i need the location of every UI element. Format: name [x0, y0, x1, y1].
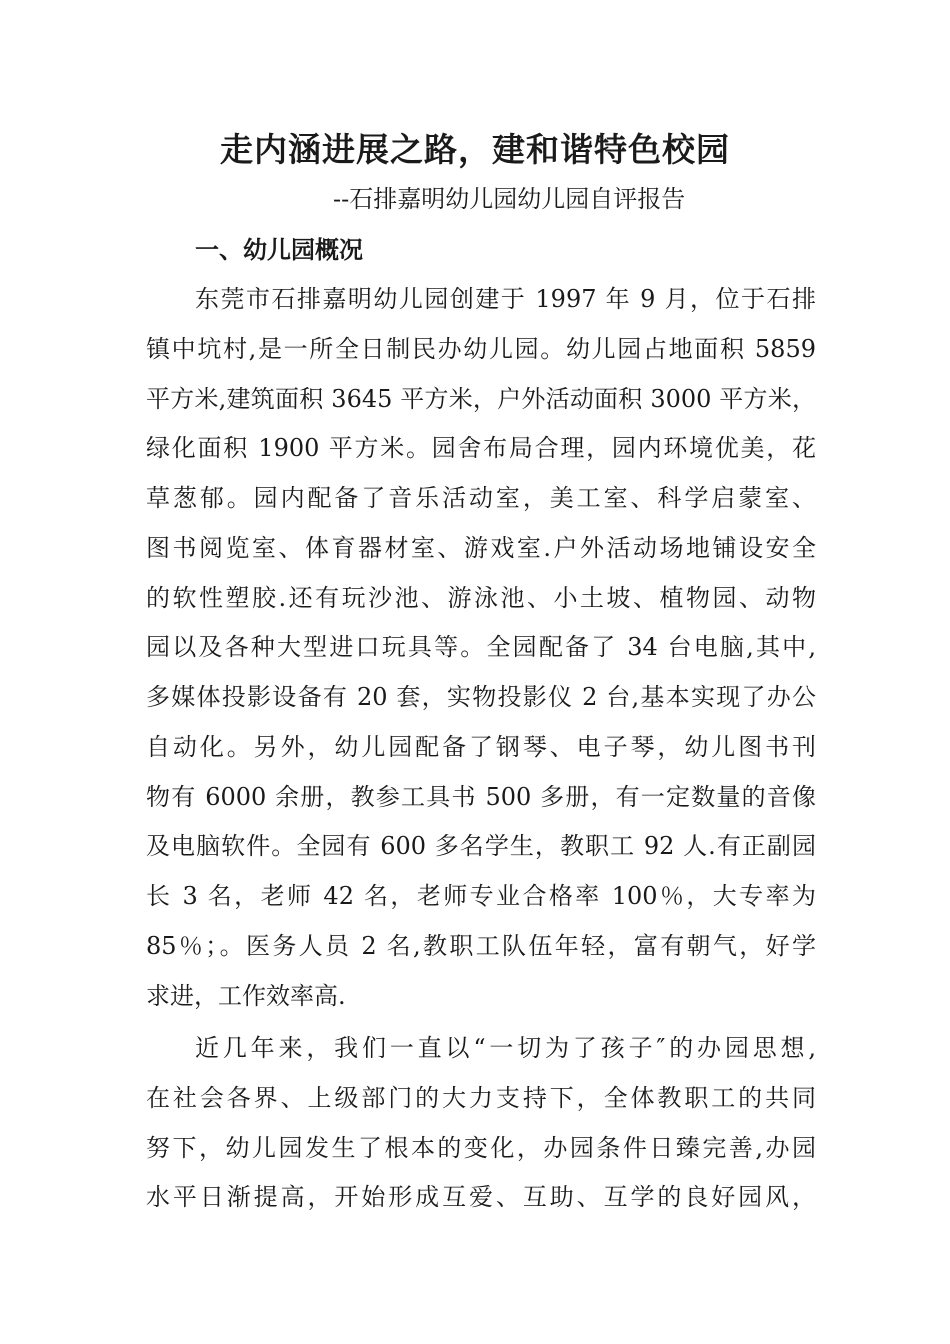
text-line: 在社会各界、上级部门的大力支持下，全体教职工的共同: [146, 1083, 816, 1112]
paragraph-overview: [146, 275, 816, 1021]
text-line: 长 3 名，老师 42 名，老师专业合格率 100％，大专率为: [146, 882, 816, 910]
section-heading: 一、幼儿园概况: [195, 236, 363, 264]
text-line: 绿化面积 1900 平方米。园舍布局合理，园内环境优美，花: [146, 434, 816, 463]
paragraph-development: [146, 1024, 816, 1223]
text-line: 镇中坑村,是一所全日制民办幼儿园。幼儿园占地面积 5859: [146, 334, 816, 363]
text-line: 平方米,建筑面积 3645 平方米，户外活动面积 3000 平方米，: [146, 384, 816, 413]
text-line: 物有 6000 余册，教参工具书 500 多册，有一定数量的音像: [146, 782, 816, 811]
text-line: 多媒体投影设备有 20 套，实物投影仪 2 台,基本实现了办公: [146, 683, 816, 711]
text-line: 草葱郁。园内配备了音乐活动室，美工室、科学启蒙室、: [146, 484, 816, 512]
text-line: 努下，幼儿园发生了根本的变化，办园条件日臻完善,办园: [146, 1133, 816, 1162]
text-line: 东莞市石排嘉明幼儿园创建于 1997 年 9 月，位于石排: [195, 285, 816, 313]
document-subtitle: --石排嘉明幼儿园幼儿园自评报告: [333, 185, 686, 213]
text-line: 的软性塑胶.还有玩沙池、游泳池、小土坡、植物园、动物: [146, 583, 816, 612]
text-line: 图书阅览室、体育器材室、游戏室.户外活动场地铺设安全: [146, 533, 816, 562]
text-line: 自动化。另外，幼儿园配备了钢琴、电子琴，幼儿图书刊: [146, 732, 816, 761]
document-title: 走内涵进展之路，建和谐特色校园: [220, 130, 730, 169]
text-line: 水平日渐提高，开始形成互爱、互助、互学的良好园风，: [146, 1183, 816, 1212]
text-line: 近几年来，我们一直以“一切为了孩子″的办园思想,: [195, 1034, 816, 1062]
text-line: 园以及各种大型进口玩具等。全园配备了 34 台电脑,其中,: [146, 633, 816, 662]
text-line: 85％；。医务人员 2 名,教职工队伍年轻，富有朝气，好学: [146, 931, 816, 960]
text-line: 及电脑软件。全园有 600 多名学生，教职工 92 人.有正副园: [146, 832, 816, 861]
text-line: 求进，工作效率高.: [146, 981, 346, 1010]
